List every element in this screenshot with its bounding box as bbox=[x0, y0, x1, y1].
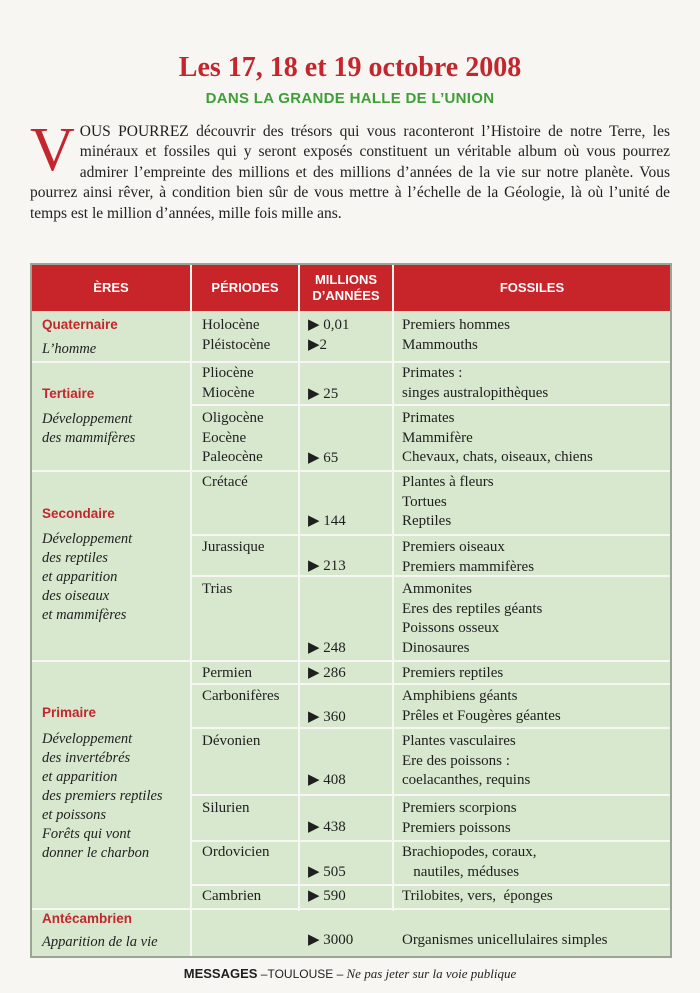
period-cell: Cambrien bbox=[202, 888, 262, 904]
page-footer bbox=[0, 966, 700, 982]
header-periodes: PÉRIODES bbox=[211, 280, 279, 295]
row-divider bbox=[192, 727, 670, 729]
era-description: Développement des reptiles et apparition des oiseaux et mammifères bbox=[42, 531, 133, 623]
footer-brand: MESSAGES bbox=[183, 966, 258, 981]
era-divider bbox=[32, 470, 670, 472]
millions-cell: ▶ 213 bbox=[308, 558, 346, 574]
millions-cell: ▶ 144 bbox=[308, 513, 346, 529]
period-cell: Oligocène Eocène Paleocène bbox=[202, 410, 264, 465]
fossils-cell: Trilobites, vers, éponges bbox=[402, 888, 553, 904]
millions-cell: ▶ 0,01 ▶2 bbox=[308, 317, 350, 353]
millions-cell: ▶ 286 bbox=[308, 665, 346, 681]
period-cell: Carbonifères bbox=[202, 688, 280, 704]
period-cell: Pliocène Miocène bbox=[202, 365, 255, 401]
era-description: L’homme bbox=[42, 341, 97, 357]
period-cell: Permien bbox=[202, 665, 252, 681]
era-name: Tertiaire bbox=[42, 386, 95, 401]
fossils-cell: Primates Mammifère Chevaux, chats, oiseaux, chiens bbox=[402, 410, 593, 465]
intro-text: découvrir des trésors qui vous raconteront l’Histoire de notre Terre, les minéraux et fossiles qui y seront exposés constituent un véritable album où vous pourrez admirer l’empreinte des millions et des millions d’années de la vie sur notre planète. Vous pourrez ainsi rêver, à condition bien sûr de vous mettre à l’échelle de la Géologie, là où l’unité de temps est le million d’années, mille fois mille ans. bbox=[30, 123, 670, 222]
footer-note: Ne pas jeter sur la voie publique bbox=[343, 966, 517, 981]
fossils-cell: Ammonites Eres des reptiles géants Poissons osseux Dinosaures bbox=[402, 581, 543, 656]
era-name: Antécambrien bbox=[42, 911, 133, 926]
millions-cell: ▶ 248 bbox=[308, 640, 346, 656]
row-divider bbox=[192, 534, 670, 536]
geology-table bbox=[30, 263, 672, 958]
fossils-cell: Premiers hommes Mammouths bbox=[402, 317, 510, 353]
row-divider bbox=[192, 794, 670, 796]
era-description: Apparition de la vie bbox=[42, 934, 158, 950]
millions-cell: ▶ 65 bbox=[308, 450, 339, 466]
fossils-cell: Amphibiens géants Prêles et Fougères géantes bbox=[402, 688, 561, 724]
millions-cell: ▶ 590 bbox=[308, 888, 346, 904]
period-cell: Jurassique bbox=[202, 539, 265, 555]
era-name: Primaire bbox=[42, 705, 97, 720]
fossils-cell: Premiers scorpions Premiers poissons bbox=[402, 800, 517, 836]
era-description: Développement des mammifères bbox=[42, 411, 136, 446]
millions-cell: ▶ 438 bbox=[308, 819, 346, 835]
millions-cell: ▶ 25 bbox=[308, 386, 339, 402]
table-header bbox=[32, 265, 670, 311]
fossils-cell: Plantes vasculaires Ere des poissons : coelacanthes, requins bbox=[402, 733, 531, 788]
header-fossiles: FOSSILES bbox=[499, 280, 565, 295]
fossils-cell: Primates : singes australopithèques bbox=[402, 365, 549, 401]
era-name: Secondaire bbox=[42, 506, 115, 521]
period-cell: Silurien bbox=[202, 800, 250, 816]
period-cell: Dévonien bbox=[202, 733, 261, 749]
era-divider bbox=[32, 361, 670, 363]
period-cell: Ordovicien bbox=[202, 844, 270, 860]
period-cell: Trias bbox=[202, 581, 233, 597]
millions-cell: ▶ 3000 bbox=[308, 932, 354, 948]
era-name: Quaternaire bbox=[42, 317, 118, 332]
millions-cell: ▶ 360 bbox=[308, 709, 346, 725]
era-description: Développement des invertébrés et apparition des premiers reptiles et poissons Forêts qui vont donner le charbon bbox=[42, 731, 163, 861]
page-title: Les 17, 18 et 19 octobre 2008 bbox=[178, 52, 522, 83]
fossils-cell: Brachiopodes, coraux, nautiles, méduses bbox=[402, 844, 537, 880]
fossils-cell: Organismes unicellulaires simples bbox=[402, 932, 608, 948]
header-eres: ÈRES bbox=[93, 280, 129, 295]
footer-city: –TOULOUSE – bbox=[257, 967, 344, 981]
row-divider bbox=[192, 404, 670, 406]
millions-cell: ▶ 408 bbox=[308, 772, 346, 788]
row-divider bbox=[192, 840, 670, 842]
header-millions: MILLIONS D’ANNÉES bbox=[312, 272, 380, 303]
intro-dropcap: V bbox=[30, 116, 75, 184]
row-divider bbox=[192, 884, 670, 886]
fossils-cell: Premiers oiseaux Premiers mammifères bbox=[402, 539, 535, 575]
fossils-cell: Plantes à fleurs Tortues Reptiles bbox=[402, 474, 494, 529]
intro-lead: OUS POURREZ bbox=[79, 123, 189, 140]
intro-paragraph bbox=[30, 116, 670, 224]
page-subtitle: DANS LA GRANDE HALLE DE L’UNION bbox=[205, 90, 495, 107]
era-divider bbox=[32, 660, 670, 662]
period-cell: Holocène Pléistocène bbox=[202, 317, 271, 353]
period-cell: Crétacé bbox=[202, 474, 248, 490]
era-divider bbox=[32, 908, 670, 910]
fossils-cell: Premiers reptiles bbox=[402, 665, 504, 681]
millions-cell: ▶ 505 bbox=[308, 864, 346, 880]
